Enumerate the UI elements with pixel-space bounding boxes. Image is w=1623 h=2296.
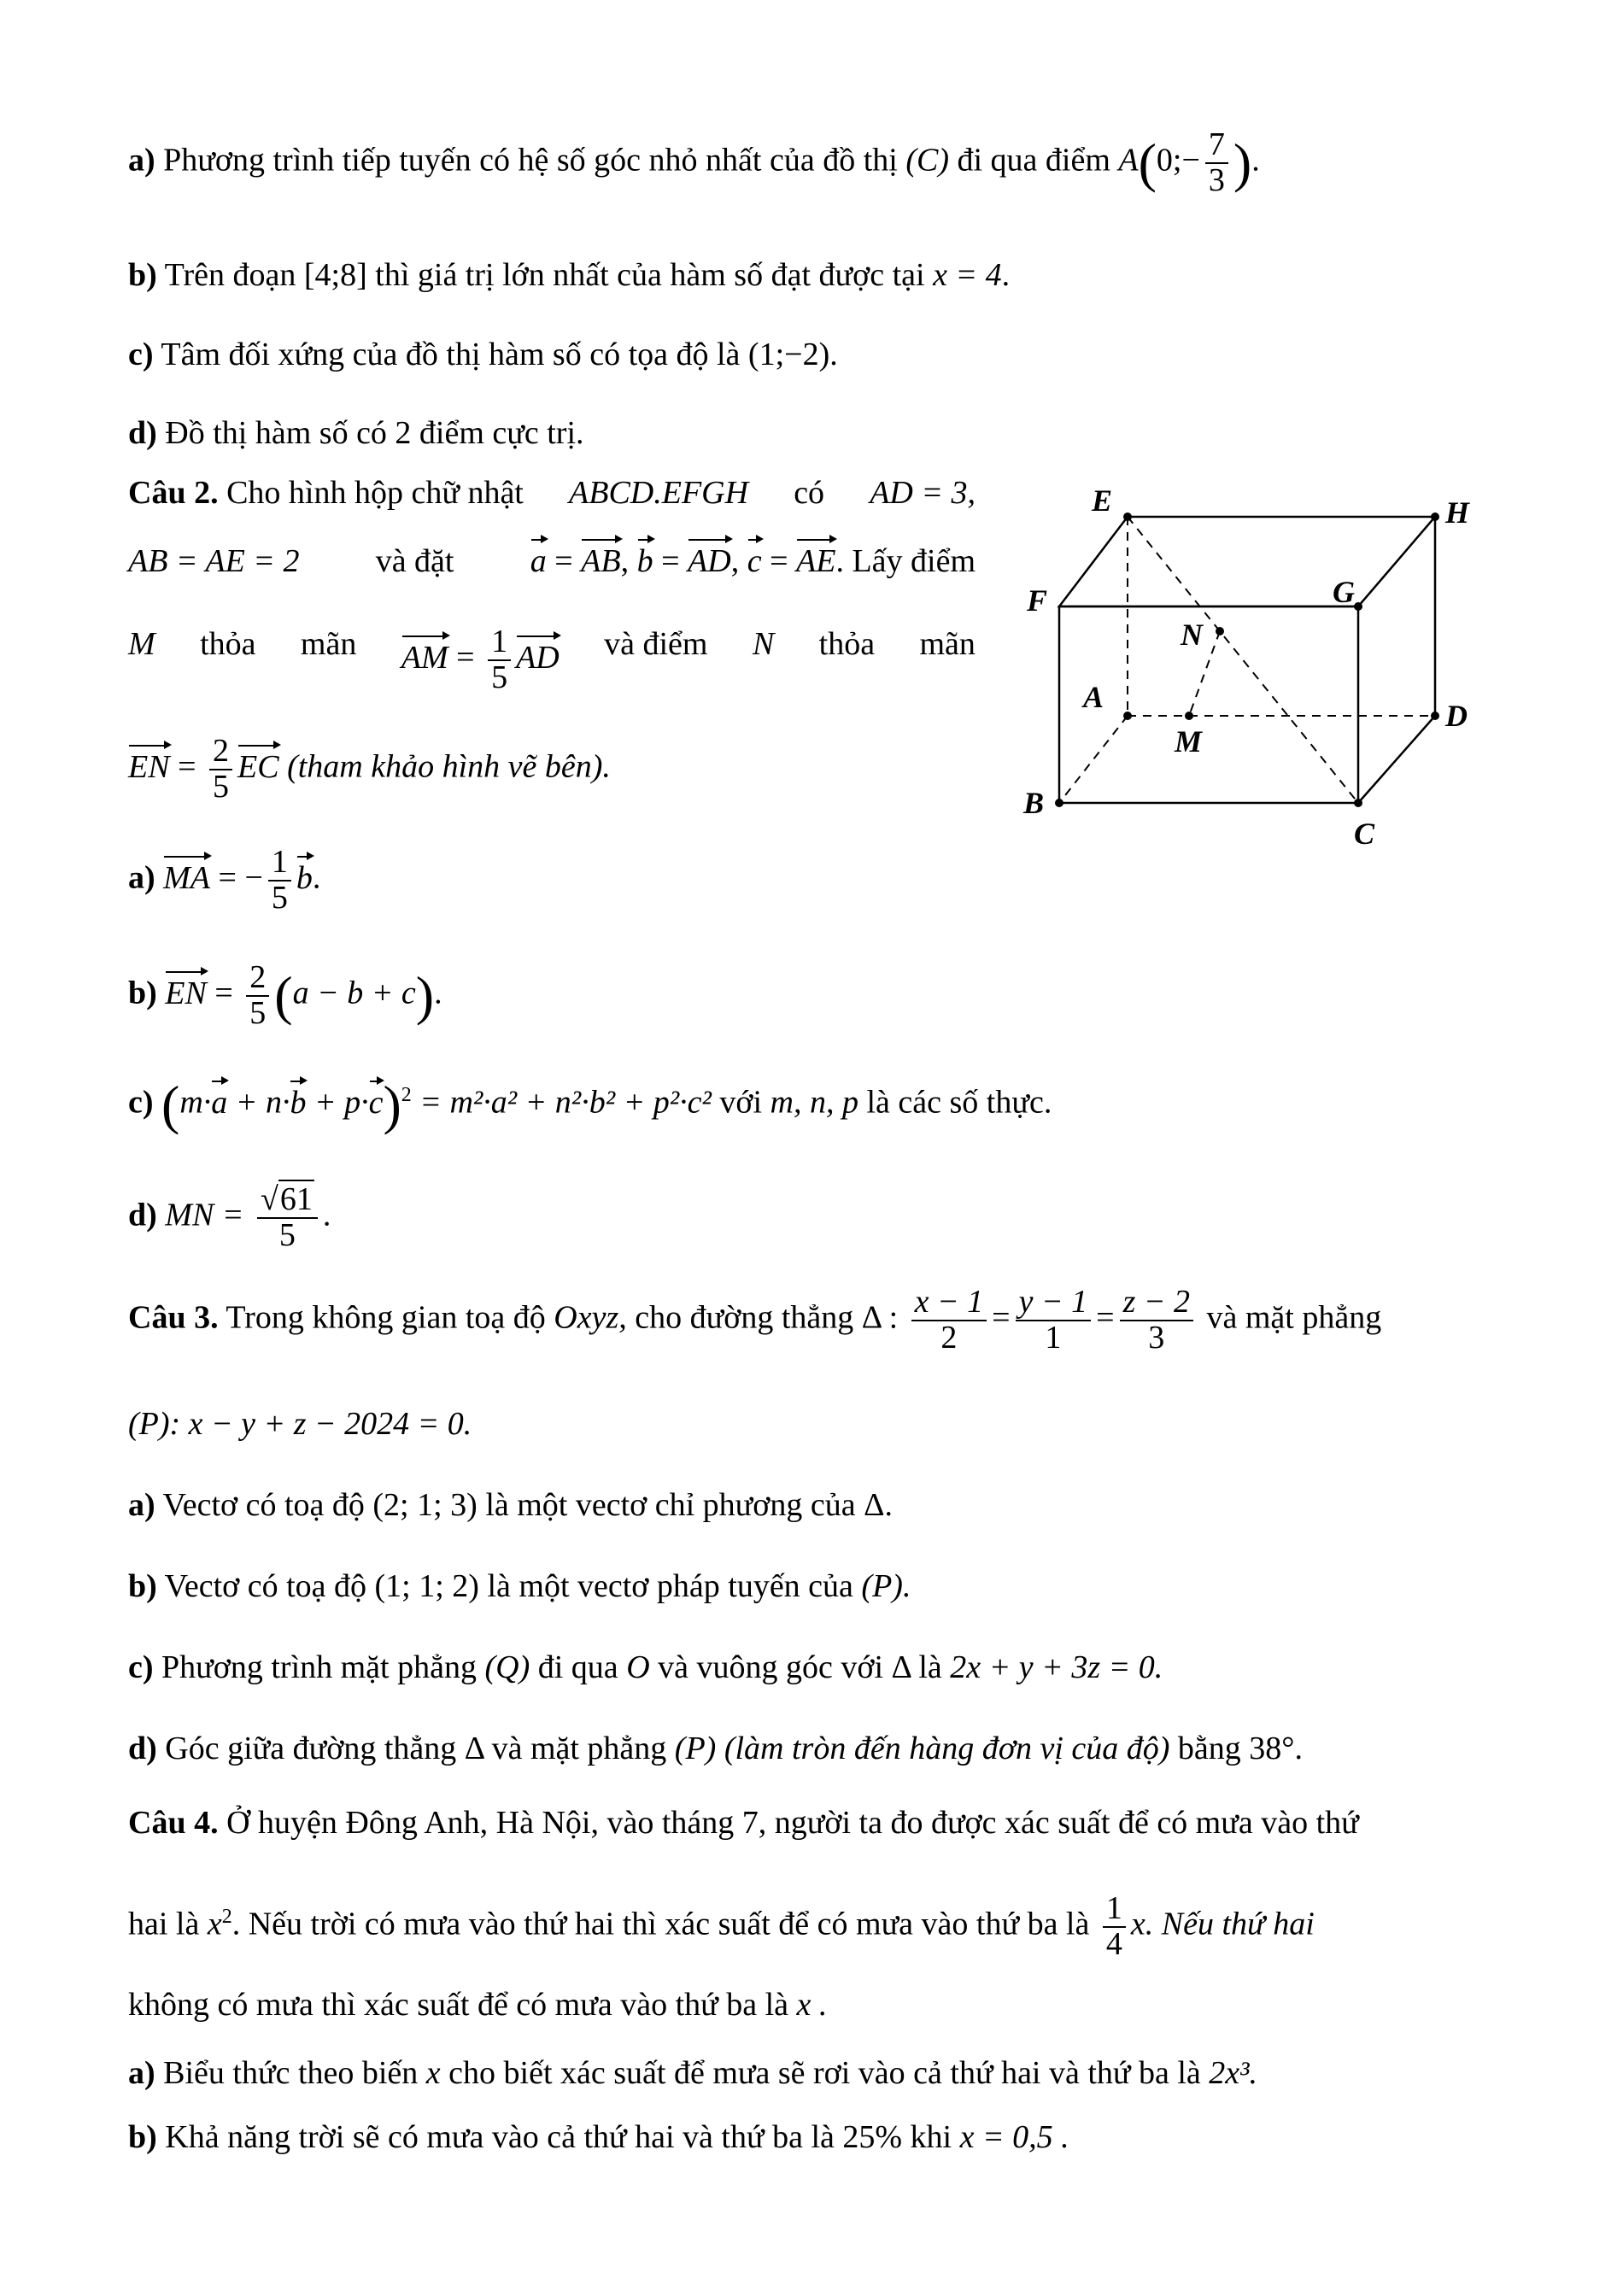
q3-intro-line2: (P): x − y + z − 2024 = 0. (128, 1406, 472, 1442)
q2-intro-line1: Câu 2. Cho hình hộp chữ nhật ABCD.EFGH có AD = 3, (128, 475, 976, 511)
q3-intro-line1: Câu 3. Trong không gian toạ độ Oxyz, cho đường thẳng Δ : $\frac{x - 1}{2}$ = $\frac{y - 1}{1}$ = $\frac{z - 2}{3}$ và mặt phẳng (128, 1284, 1382, 1356)
figure-label-a: A (1083, 680, 1104, 714)
q4-intro-line2: hai là $x^2$. Nếu trời có mưa vào thứ hai thì xác suất để có mưa vào thứ ba là $\frac{1}{4}$ x. Nếu thứ hai (128, 1890, 1315, 1962)
figure-label-h: H (1445, 495, 1470, 530)
q3-item-a: a) Vectơ có toạ độ (2; 1; 3) là một vectơ chỉ phương của Δ. (128, 1487, 894, 1523)
figure-label-m: M (1175, 724, 1203, 758)
q1-item-c: c) Tâm đối xứng của đồ thị hàm số có tọa độ là (1;−2). (128, 337, 838, 372)
figure-point-d (1431, 712, 1439, 720)
figure-label-e: E (1092, 483, 1113, 518)
q4-intro-line1: Câu 4. Ở huyện Đông Anh, Hà Nội, vào tháng 7, người ta đo được xác suất để có mưa vào thứ (128, 1805, 1359, 1841)
figure-front-face (1059, 606, 1358, 803)
q2-intro-line2: AB = AE = 2 và đặt a = AB, b = AD, c = AE. Lấy điểm (128, 542, 976, 582)
figure-point-c (1354, 799, 1362, 807)
figure-label-f: F (1027, 583, 1048, 618)
q2-item-a: a) MA = − $\frac{1}{5}$ b. (128, 844, 321, 916)
q1-item-d: d) Đồ thị hàm số có 2 điểm cực trị. (128, 415, 584, 451)
q1-item-b: b) Trên đoạn [4;8] thì giá trị lớn nhất của hàm số đạt được tại x = 4. (128, 257, 1011, 293)
figure-point-m (1185, 712, 1193, 720)
figure-label-g: G (1333, 575, 1355, 609)
figure-edge-dc (1358, 716, 1435, 803)
q3-item-c: c) Phương trình mặt phẳng (Q) đi qua O và vuông góc với Δ là 2x + y + 3z = 0. (128, 1649, 1163, 1685)
q4-item-b: b) Khả năng trời sẽ có mưa vào cả thứ hai và thứ ba là 25% khi x = 0,5 . (128, 2119, 1069, 2155)
figure-point-a (1123, 712, 1132, 720)
figure-diagonal-ec (1128, 517, 1358, 803)
q3-item-b: b) Vectơ có toạ độ (1; 1; 2) là một vectơ pháp tuyến của (P). (128, 1568, 911, 1604)
q2-intro-line4: EN = $\frac{2}{5}$ EC (tham khảo hình vẽ bên). (128, 733, 611, 805)
q4-intro-line3: không có mưa thì xác suất để có mưa vào thứ ba là x . (128, 1987, 828, 2023)
figure-label-b: B (1023, 786, 1045, 820)
figure-edge-ab (1059, 716, 1128, 803)
q4-item-a: a) Biểu thức theo biến x cho biết xác suất để mưa sẽ rơi vào cả thứ hai và thứ ba là 2x³. (128, 2055, 1258, 2091)
figure-point-b (1055, 799, 1063, 807)
figure-top-face (1059, 517, 1435, 606)
box-figure (1017, 478, 1512, 880)
figure-point-g (1354, 602, 1362, 611)
figure-label-c: C (1354, 817, 1375, 851)
q3-item-d: d) Góc giữa đường thẳng Δ và mặt phẳng (P) (làm tròn đến hàng đơn vị của độ) bằng 38°. (128, 1731, 1303, 1766)
q1-item-a: a) Phương trình tiếp tuyến có hệ số góc nhỏ nhất của đồ thị (C) đi qua điểm A(0;− $\frac{7}{3}$ ). (128, 126, 1260, 198)
figure-point-h (1431, 512, 1439, 521)
figure-label-n: N (1181, 618, 1203, 652)
q2-item-d: d) MN = $\frac{√61}{5}$ . (128, 1181, 331, 1253)
q2-intro-line3: M thỏa mãn AM = $\frac{1}{5}$ AD và điểm N thỏa mãn (128, 624, 976, 695)
figure-point-n (1216, 627, 1224, 636)
q2-item-c: c) $(m\cdot a + n\cdot b + p\cdot c)^2 = m^2\cdot a^2 + n^2\cdot b^2 + p^2\cdot c^2$ với m, n, p là các số thực. (128, 1075, 1052, 1135)
figure-point-e (1123, 512, 1132, 521)
figure-label-d: D (1445, 699, 1468, 733)
q2-item-b: b) EN = $\frac{2}{5}$ (a − b + c). (128, 959, 442, 1031)
